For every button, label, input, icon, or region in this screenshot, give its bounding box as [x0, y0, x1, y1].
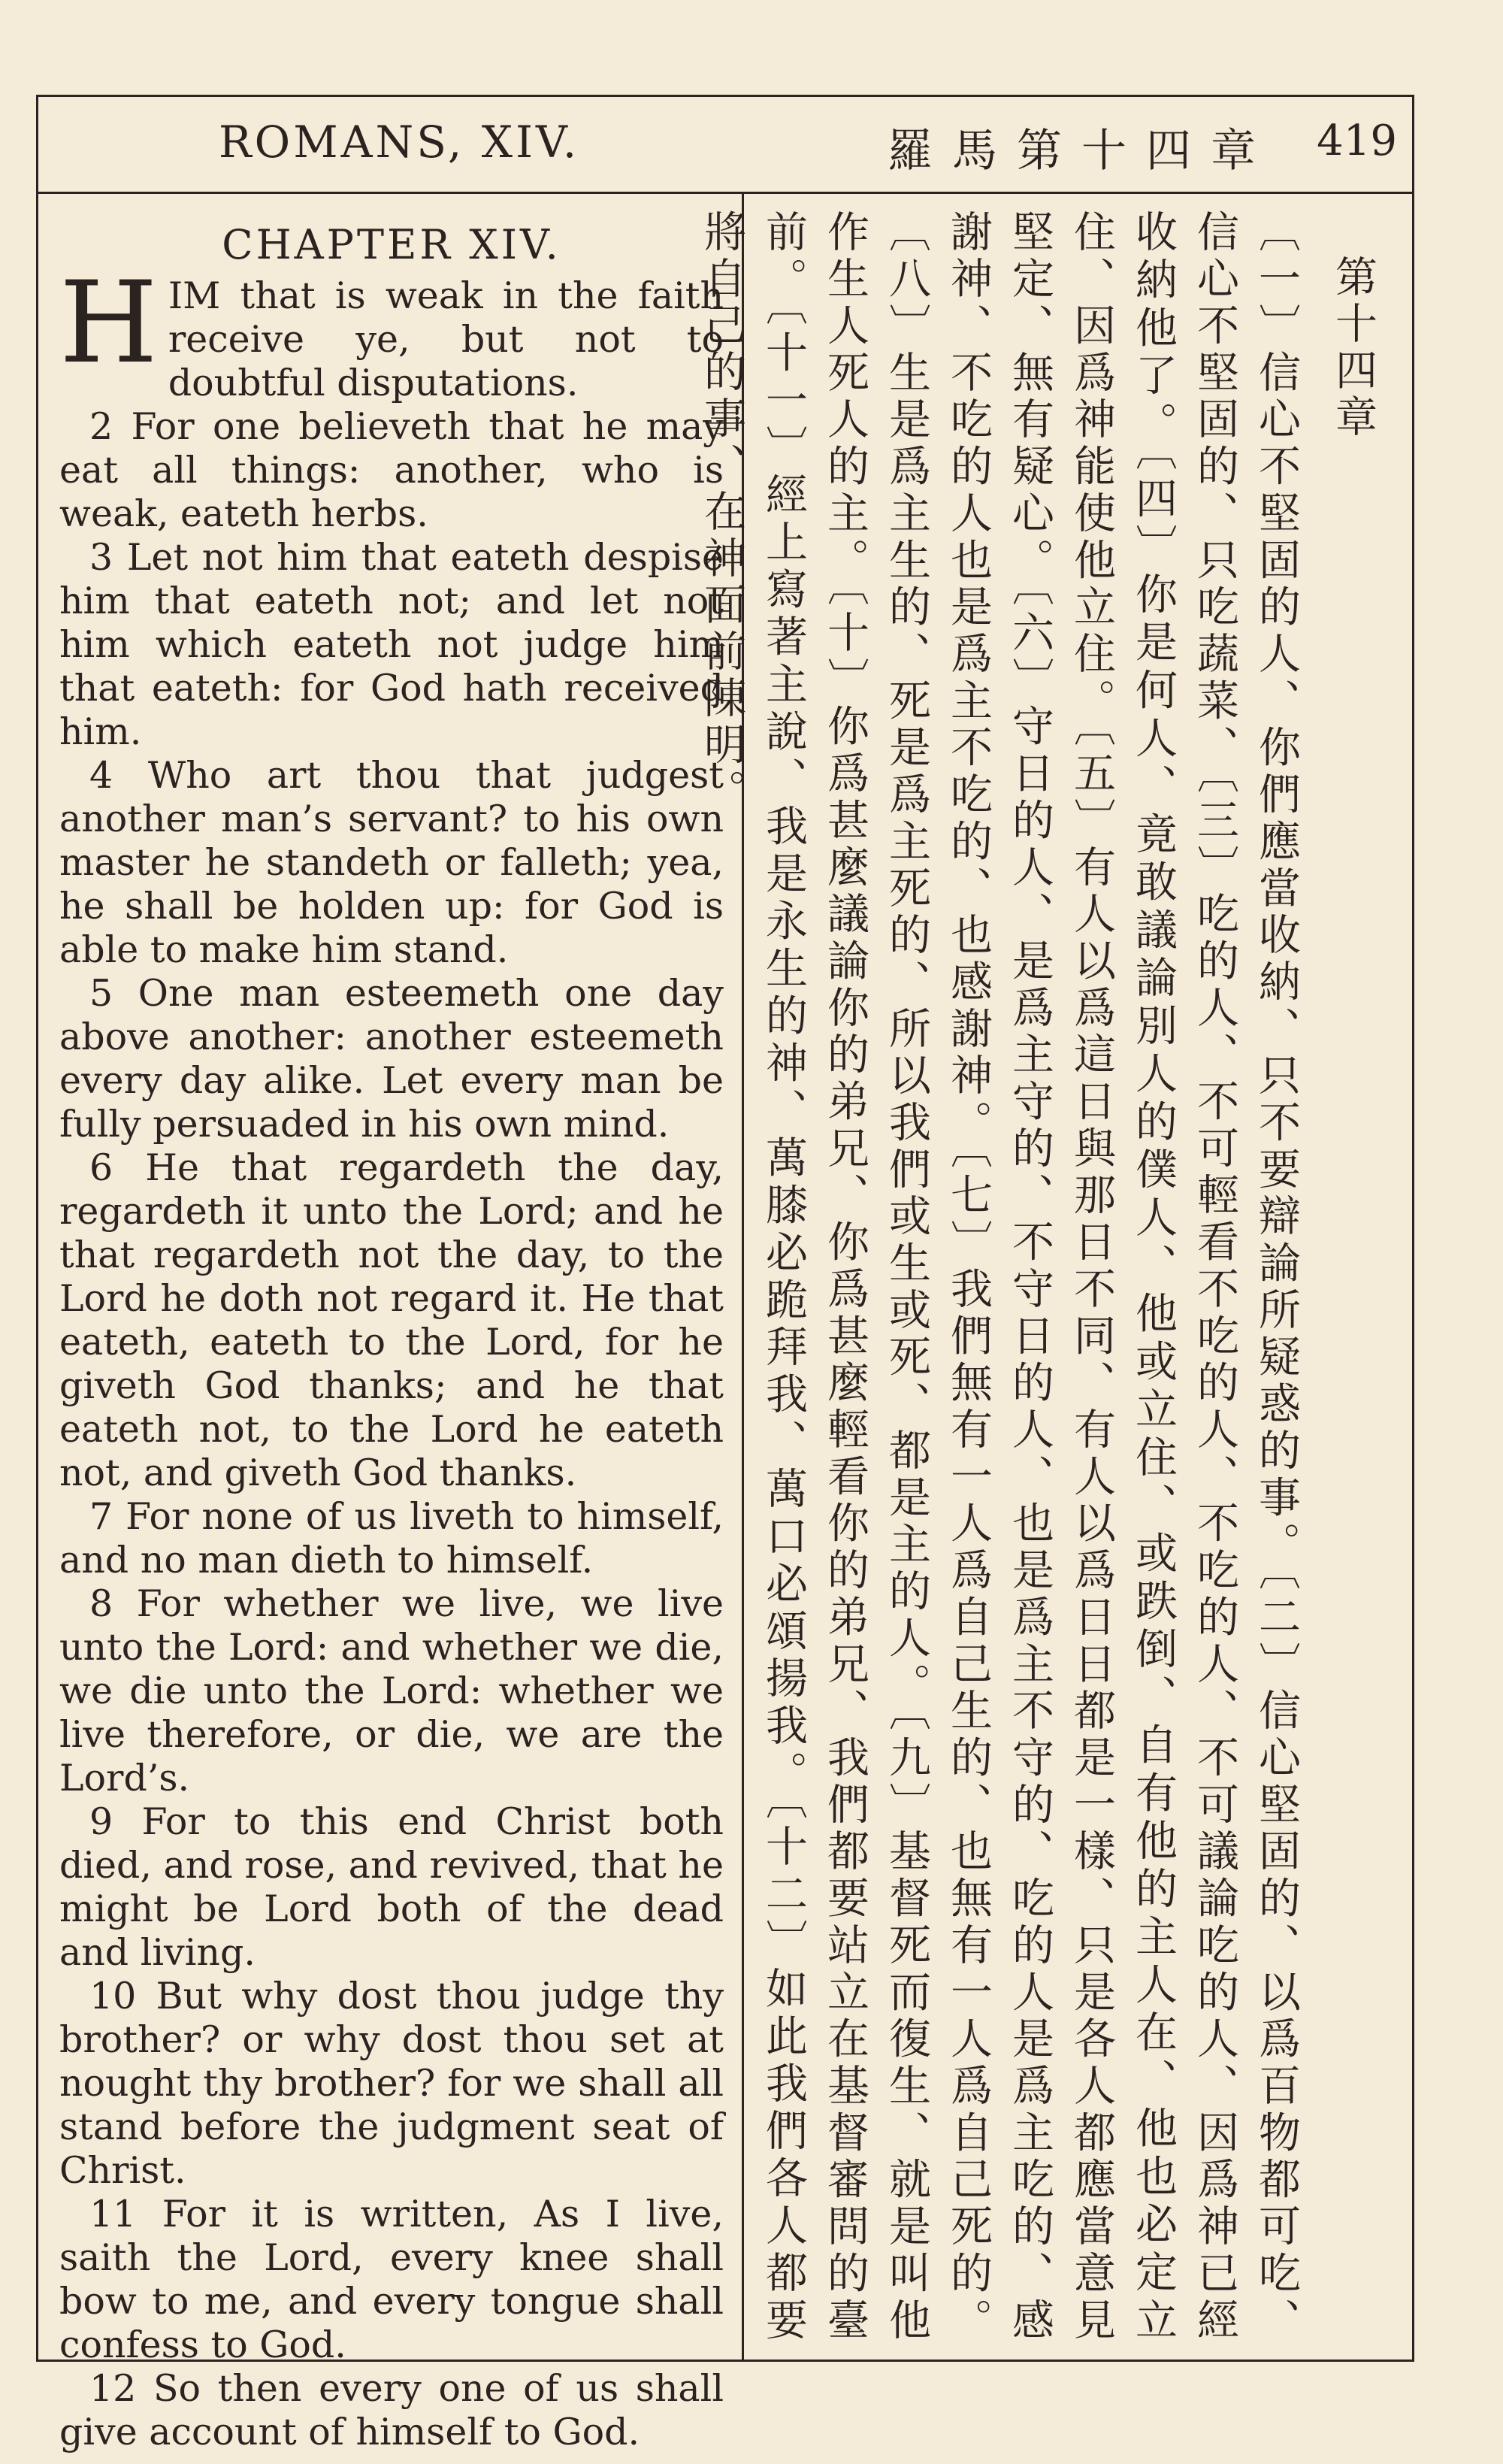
chinese-chapter-heading: 第十四章	[1329, 255, 1377, 441]
verse-1	[59, 258, 724, 405]
english-column	[59, 223, 724, 2454]
page-number: 419	[1317, 117, 1397, 165]
verse-2: 2 For one believeth that he may eat all things: another, who is weak, eateth herbs.	[59, 405, 724, 535]
verse-12: 12 So then every one of us shall give account of himself to God.	[59, 2367, 724, 2453]
drop-cap: H	[59, 258, 158, 389]
running-title-english: ROMANS, XIV.	[219, 117, 580, 168]
verse-text: IM that is weak in the faith receive ye, but not to doubtful disputations.	[168, 274, 724, 404]
page-frame	[36, 95, 1414, 2453]
verse-10: 10 But why dost thou judge thy brother? or why dost thou set at nought thy brother? for we shall all stand before the judgment seat of Christ.	[59, 1975, 724, 2192]
chapter-title: CHAPTER XIV.	[222, 221, 561, 268]
verse-9: 9 For to this end Christ both died, and rose, and revived, that he might be Lord both of the dead and living.	[59, 1800, 724, 1974]
verse-6: 6 He that regardeth the day, regardeth it unto the Lord; and he that regardeth not the day, to the Lord he doth not regard it. He that eateth, eateth to the Lord, for he giveth God thanks; and he that eateth not, to the Lord he eateth not, and giveth God thanks.	[59, 1146, 724, 1494]
chinese-column	[697, 210, 1384, 2344]
running-header	[38, 97, 1412, 194]
chinese-text: 〔一〕信心不堅固的人、你們應當收納、只不要辯論所疑惑的事。〔二〕信心堅固的、以爲百物都可吃、信心不堅固的、只吃蔬菜、〔三〕吃的人、不可輕看不吃的人、不吃的人、不可議論吃的人、因爲神已經收納他了。〔四〕你是何人、竟敢議論別人的僕人、他或立住、或跌倒、自有他的主人在、他也必定立住、因爲神能使他立住。〔五〕有人以爲這日與那日不同、有人以爲日日都是一樣、只是各人都應當意見堅定、無有疑心。〔六〕守日的人、是爲主守的、不守日的人、也是爲主不守的、吃的人是爲主吃的、感謝神、不吃的人也是爲主不吃的、也感謝神。〔七〕我們無有一人爲自己生的、也無有一人爲自己死的。〔八〕生是爲主生的、死是爲主死的、所以我們或生或死、都是主的人。〔九〕基督死而復生、就是叫他作生人死人的主。〔十〕你爲甚麼議論你的弟兄、你爲甚麼輕看你的弟兄、我們都要站立在基督審問的臺前。〔十一〕經上寫著主說、我是永生的神、萬膝必跪拜我、萬口必頌揚我。〔十二〕如此我們各人都要將自己的事、在神面前陳明。	[697, 210, 1301, 2344]
running-title-chinese: 羅馬第十四章	[888, 125, 1275, 177]
verse-4: 4 Who art thou that judgest another man’s servant? to his own master he standeth or falleth; yea, he shall be holden up: for God is able to make him stand.	[59, 754, 724, 971]
verse-11: 11 For it is written, As I live, saith the Lord, every knee shall bow to me, and every tongue shall confess to God.	[59, 2193, 724, 2366]
verse-7: 7 For none of us liveth to himself, and no man dieth to himself.	[59, 1495, 724, 1582]
verse-8: 8 For whether we live, we live unto the Lord: and whether we die, we die unto the Lord: whether we live therefore, or die, we are the Lord’s.	[59, 1582, 724, 1800]
verse-5: 5 One man esteemeth one day above another: another esteemeth every day alike. Let every man be fully persuaded in his own mind.	[59, 972, 724, 1146]
verse-3: 3 Let not him that eateth despise him that eateth not; and let not him which eateth not judge him that eateth: for God hath received him.	[59, 536, 724, 753]
